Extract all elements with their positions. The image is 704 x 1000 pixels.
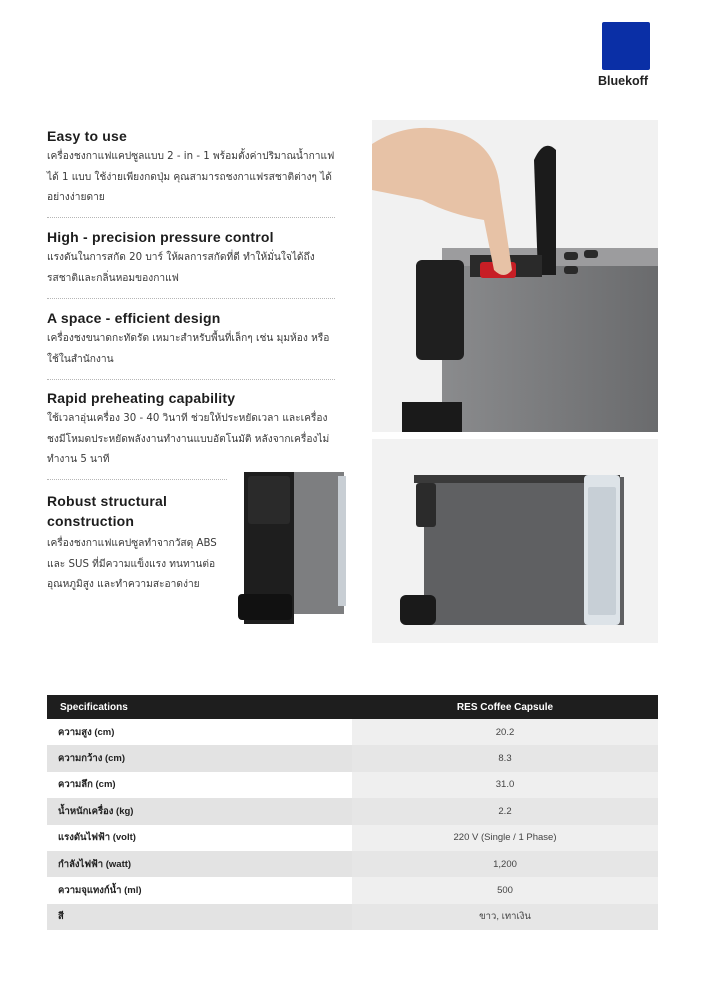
feature-rapid-preheat [47, 390, 335, 471]
spec-value: 31.0 [352, 772, 658, 798]
feature-title: Easy to use [47, 128, 128, 144]
logo-mark [602, 22, 650, 70]
spec-row [47, 877, 658, 903]
divider [47, 479, 227, 480]
spec-label: สี [47, 904, 352, 930]
feature-title: Rapid preheating capability [47, 390, 236, 406]
specifications-table [47, 695, 658, 930]
spec-value: 220 V (Single / 1 Phase) [352, 825, 658, 851]
brand-logo [598, 22, 658, 88]
machine-side-illustration [372, 439, 658, 643]
spec-header-model: RES Coffee Capsule [352, 695, 658, 719]
spec-row [47, 798, 658, 824]
feature-title: High - precision pressure control [47, 229, 274, 245]
spec-header-label: Specifications [47, 695, 352, 719]
product-photo-side [372, 439, 658, 643]
product-photo-capsule-insert [372, 120, 658, 432]
feature-title: Robust structural construction [47, 493, 168, 529]
feature-text: ใช้เวลาอุ่นเครื่อง 30 - 40 วินาที ช่วยให้ประหยัดเวลา และเครื่องชงมีโหมดประหยัดพลังงานทำงานแบบอัตโนมัติ หลังจากเครื่องไม่ทำงาน 5 นาที [47, 413, 330, 465]
spec-value: 20.2 [352, 719, 658, 745]
feature-text: เครื่องชงขนาดกะทัดรัด เหมาะสำหรับพื้นที่เล็กๆ เช่น มุมห้อง หรือใช้ในสำนักงาน [47, 333, 330, 365]
spec-value: 2.2 [352, 798, 658, 824]
spec-row [47, 904, 658, 930]
feature-text: เครื่องชงกาแฟแคปซูลแบบ 2 - in - 1 พร้อมตั้งค่าปริมาณน้ำกาแฟได้ 1 แบบ ใช้ง่ายเพียงกดปุ่ม คุณสามารถชงกาแฟรสชาติต่างๆ ได้อย่างง่ายดาย [47, 151, 335, 203]
spec-label: แรงดันไฟฟ้า (volt) [47, 825, 352, 851]
spec-row [47, 851, 658, 877]
feature-robust-construction [47, 491, 217, 596]
spec-value: 500 [352, 877, 658, 903]
capsule-insert-illustration [372, 120, 658, 432]
divider [47, 217, 335, 218]
logo-text: Bluekoff [598, 74, 648, 88]
feature-easy-to-use [47, 128, 335, 209]
divider [47, 298, 335, 299]
feature-text: เครื่องชงกาแฟแคปซูลทำจากวัสดุ ABS และ SUS ที่มีความแข็งแรง ทนทานต่ออุณหภูมิสูง และทำความสะอาดง่าย [47, 538, 217, 590]
feature-space-efficient [47, 310, 335, 370]
spec-row [47, 825, 658, 851]
feature-text: แรงดันในการสกัด 20 บาร์ ให้ผลการสกัดที่ดี ทำให้มั่นใจได้ถึงรสชาติและกลิ่นหอมของกาแฟ [47, 252, 315, 284]
spec-label: ความกว้าง (cm) [47, 745, 352, 771]
spec-row [47, 719, 658, 745]
spec-label: น้ำหนักเครื่อง (kg) [47, 798, 352, 824]
spec-value: ขาว, เทาเงิน [352, 904, 658, 930]
spec-label: ความสูง (cm) [47, 719, 352, 745]
product-photo-front [232, 466, 350, 628]
spec-row [47, 772, 658, 798]
machine-front-illustration [232, 466, 350, 628]
divider [47, 379, 335, 380]
spec-label: กำลังไฟฟ้า (watt) [47, 851, 352, 877]
feature-pressure-control [47, 229, 335, 289]
feature-title: A space - efficient design [47, 310, 221, 326]
spec-header-row [47, 695, 658, 719]
spec-label: ความจุแทงก์น้ำ (ml) [47, 877, 352, 903]
spec-value: 8.3 [352, 745, 658, 771]
spec-row [47, 745, 658, 771]
spec-value: 1,200 [352, 851, 658, 877]
spec-label: ความลึก (cm) [47, 772, 352, 798]
